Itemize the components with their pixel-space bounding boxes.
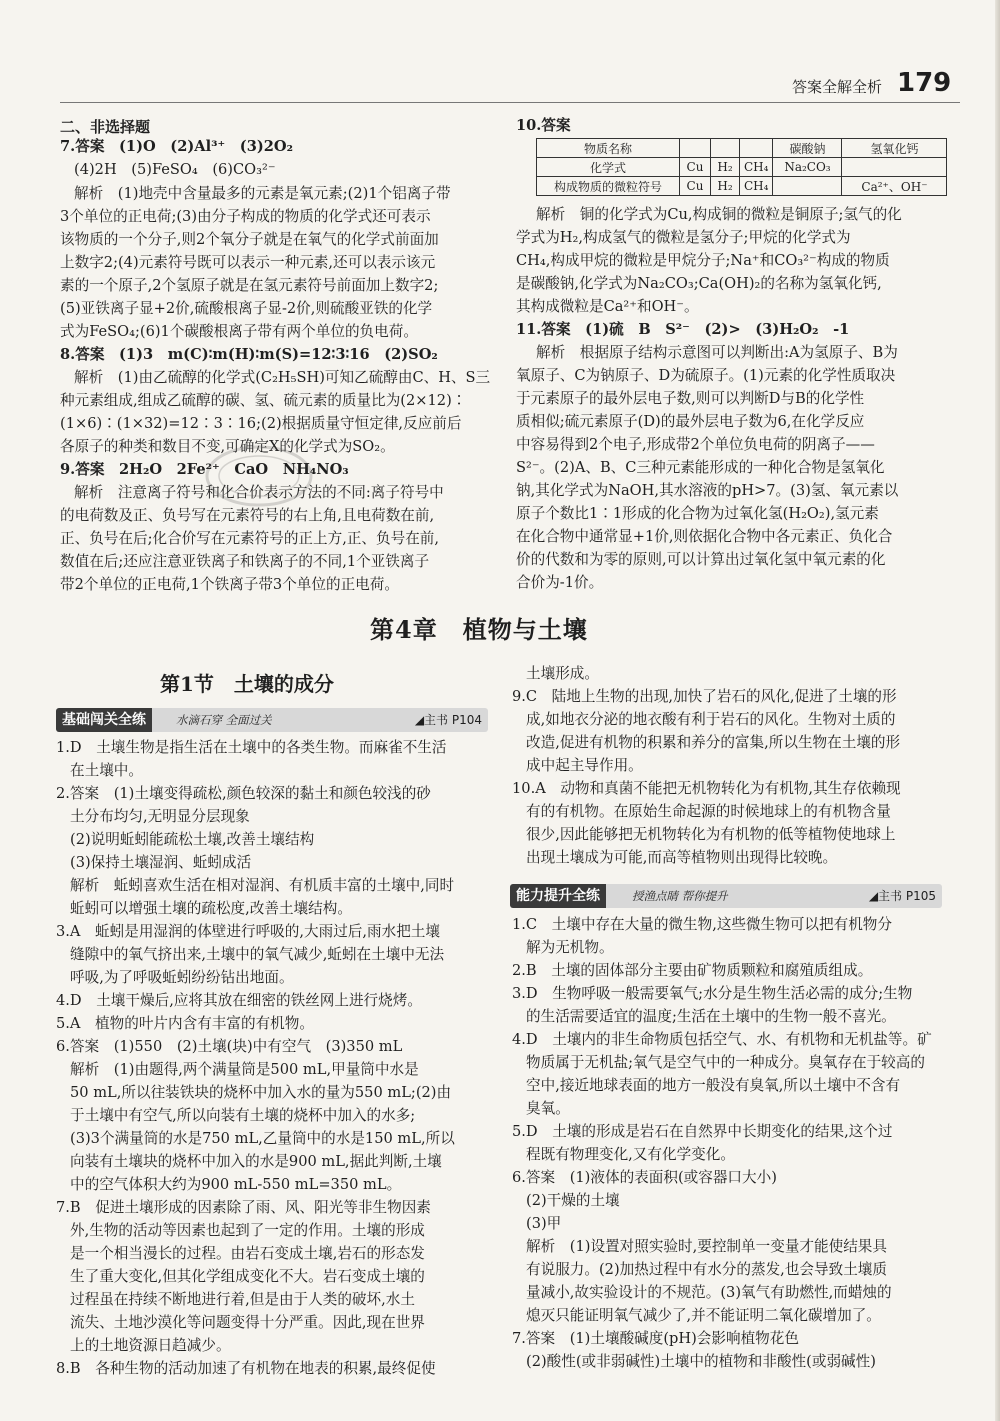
section-heading: 第1节 土壤的成分 <box>160 672 334 696</box>
text-line: (3)甲 <box>526 1215 562 1232</box>
header-rule <box>60 102 960 103</box>
text-line: 生了重大变化,但其化学组成变化不大。岩石变成土壤的 <box>70 1268 425 1285</box>
text-line: CH₄,构成甲烷的微粒是甲烷分子;Na⁺和CO₃²⁻构成的物质 <box>516 252 890 269</box>
text-line: (5)亚铁离子显+2价,硫酸根离子显-2价,则硫酸亚铁的化学 <box>60 300 433 317</box>
table-cell: 碳酸钠 <box>773 139 842 158</box>
text-line: 9.答案 2H₂O 2Fe²⁺ CaO NH₄NO₃ <box>60 461 349 478</box>
text-line: 有说服力。(2)加热过程中有水分的蒸发,也会导致土壤质 <box>526 1261 887 1278</box>
table-cell: CH₄ <box>740 158 773 177</box>
table-cell: Ca²⁺、OH⁻ <box>842 177 947 196</box>
text-line: 外,生物的活动等因素也起到了一定的作用。土壤的形成 <box>70 1222 425 1239</box>
text-line: 的生活需要适宜的温度;生活在土壤中的生物一般不喜光。 <box>526 1008 896 1025</box>
text-line: 出现土壤成为可能,而高等植物则出现得比较晚。 <box>526 849 838 866</box>
page-number: 179 <box>897 68 952 98</box>
bar-slogan: 授渔点睛 帮你提升 <box>632 889 728 903</box>
page-edge-shadow <box>995 0 1000 1421</box>
chapter-title: 第4章 植物与土壤 <box>370 615 588 644</box>
text-line: 50 mL,所以往装铁块的烧杯中加入水的量为550 mL;(2)由 <box>70 1084 452 1101</box>
text-line: 价的代数和为零的原则,可以计算出过氧化氢中氧元素的化 <box>516 551 886 568</box>
header-label: 答案全解全析 <box>792 78 883 96</box>
text-line: 中容易得到2个电子,形成带2个单位负电荷的阴离子—— <box>516 436 875 453</box>
text-line: (4)2H (5)FeSO₄ (6)CO₃²⁻ <box>74 161 276 178</box>
text-line: 3个单位的正电荷;(3)由分子构成的物质的化学式还可表示 <box>60 208 431 225</box>
stamp-watermark-icon <box>204 444 314 508</box>
table-cell <box>740 139 773 158</box>
text-line: 10.A 动物和真菌不能把无机物转化为有机物,其生存依赖现 <box>512 780 901 797</box>
text-line: 蚯蚓可以增强土壤的疏松度,改善土壤结构。 <box>70 900 352 917</box>
text-line: 土分布均匀,无明显分层现象 <box>70 808 250 825</box>
text-line: 流失、土地沙漠化等问题变得十分严重。因此,现在世界 <box>70 1314 425 1331</box>
table-row <box>537 139 947 158</box>
text-line: 带2个单位的正电荷,1个铁离子带3个单位的正电荷。 <box>60 576 399 593</box>
text-line: S²⁻。(2)A、B、C三种元素能形成的一种化合物是氢氧化 <box>516 459 885 476</box>
table-row <box>537 158 947 177</box>
table-cell: 物质名称 <box>537 139 680 158</box>
text-line: 2.B 土壤的固体部分主要由矿物质颗粒和腐殖质组成。 <box>512 962 873 979</box>
text-line: 程既有物理变化,又有化学变化。 <box>526 1146 735 1163</box>
text-line: 向装有土壤块的烧杯中加入的水是900 mL,据此判断,土壤 <box>70 1153 442 1170</box>
table-cell <box>773 177 842 196</box>
text-line: 7.B 促进土壤形成的因素除了雨、风、阳光等非生物因素 <box>56 1199 431 1216</box>
text-line: 物质属于无机盐;氧气是空气中的一种成分。臭氧存在于较高的 <box>526 1054 925 1071</box>
text-line: 5.A 植物的叶片内含有丰富的有机物。 <box>56 1015 314 1032</box>
q10-label: 10.答案 <box>516 117 571 134</box>
table-cell <box>680 139 711 158</box>
text-line: 有的有机物。在原始生命起源的时候地球上的有机物含量 <box>526 803 891 820</box>
text-line: 成中起主导作用。 <box>526 757 643 774</box>
bar-ref: ◢主书 P105 <box>868 889 936 903</box>
text-line: 8.B 各种生物的活动加速了有机物在地表的积累,最终促使 <box>56 1360 436 1377</box>
text-line: 中的空气体积大约为900 mL-550 mL=350 mL。 <box>70 1176 402 1193</box>
text-line: 4.D 土壤干燥后,应将其放在细密的铁丝网上进行烧烤。 <box>56 992 422 1009</box>
bar-tag: 能力提升全练 <box>510 884 606 908</box>
table-cell <box>842 158 947 177</box>
text-line: 7.答案 (1)土壤酸碱度(pH)会影响植物花色 <box>512 1330 799 1347</box>
text-line: 5.D 土壤的形成是岩石在自然界中长期变化的结果,这个过 <box>512 1123 893 1140</box>
text-line: 3.A 蚯蚓是用湿润的体壁进行呼吸的,大雨过后,雨水把土壤 <box>56 923 440 940</box>
text-line: (2)说明蚯蚓能疏松土壤,改善土壤结构 <box>70 831 315 848</box>
text-line: 解析 (1)由题得,两个满量筒是500 mL,甲量筒中水是 <box>70 1061 419 1078</box>
text-line: 改造,促进有机物的积累和养分的富集,所以生物在土壤的形 <box>526 734 901 751</box>
text-line: 解析 铜的化学式为Cu,构成铜的微粒是铜原子;氢气的化 <box>536 206 902 223</box>
text-line: 各原子的种类和数目不变,可确定X的化学式为SO₂。 <box>60 438 395 455</box>
text-line: 2.答案 (1)土壤变得疏松,颜色较深的黏土和颜色较浅的砂 <box>56 785 431 802</box>
text-line: 钠,其化学式为NaOH,其水溶液的pH>7。(3)氢、氧元素以 <box>516 482 899 499</box>
exercise-bar-advanced <box>510 884 942 908</box>
text-line: 缝隙中的氧气挤出来,土壤中的氧气减少,蚯蚓在土壤中无法 <box>70 946 445 963</box>
text-line: 成,如地衣分泌的地衣酸有利于岩石的风化。生物对土质的 <box>526 711 896 728</box>
text-line: 解析 (1)设置对照实验时,要控制单一变量才能使结果具 <box>526 1238 887 1255</box>
table-cell: Cu <box>680 177 711 196</box>
text-line: 臭氧。 <box>526 1100 570 1117</box>
bar-tag: 基础闯关全练 <box>56 708 152 732</box>
text-line: (3)保持土壤湿润、蚯蚓成活 <box>70 854 252 871</box>
text-line: 解析 (1)地壳中含量最多的元素是氧元素;(2)1个铝离子带 <box>74 185 451 202</box>
text-line: (2)酸性(或非弱碱性)土壤中的植物和非酸性(或弱碱性) <box>526 1353 876 1370</box>
table-cell <box>711 139 740 158</box>
text-line: 数值在后;还应注意亚铁离子和铁离子的不同,1个亚铁离子 <box>60 553 430 570</box>
text-line: 上的土地资源日趋减少。 <box>70 1337 231 1354</box>
table-cell: H₂ <box>711 158 740 177</box>
text-line: 过程虽在持续不断地进行着,但是由于人类的破坏,水土 <box>70 1291 415 1308</box>
table-cell: 化学式 <box>537 158 680 177</box>
bar-ref: ◢主书 P104 <box>414 713 482 727</box>
text-line: 式为FeSO₄;(6)1个碳酸根离子带有两个单位的负电荷。 <box>60 323 418 340</box>
text-line: 上数字2;(4)元素符号既可以表示一种元素,还可以表示该元 <box>60 254 436 271</box>
text-line: 合价为-1价。 <box>516 574 604 591</box>
text-line: 4.D 土壤内的非生命物质包括空气、水、有机物和无机盐等。矿 <box>512 1031 932 1048</box>
table-cell: Na₂CO₃ <box>773 158 842 177</box>
text-line: 熄灭只能证明氧气减少了,并不能证明二氧化碳增加了。 <box>526 1307 881 1324</box>
text-line: 6.答案 (1)550 (2)土壤(块)中有空气 (3)350 mL <box>56 1038 403 1055</box>
text-line: 氧原子、C为钠原子、D为硫原子。(1)元素的化学性质取决 <box>516 367 896 384</box>
text-line: 6.答案 (1)液体的表面积(或容器口大小) <box>512 1169 777 1186</box>
text-line: 质相似;硫元素原子(D)的最外层电子数为6,在化学反应 <box>516 413 865 430</box>
bar-slogan: 水滴石穿 全面过关 <box>176 713 272 727</box>
text-line: 在土壤中。 <box>70 762 143 779</box>
text-line: 学式为H₂,构成氢气的微粒是氢分子;甲烷的化学式为 <box>516 229 851 246</box>
text-line: (3)3个满量筒的水是750 mL,乙量筒中的水是150 mL,所以 <box>70 1130 455 1147</box>
text-line: 解析 根据原子结构示意图可以判断出:A为氢原子、B为 <box>536 344 898 361</box>
text-line: 素的一个原子,2个氢原子就是在氢元素符号前面加上数字2; <box>60 277 439 294</box>
text-line: 正、负号在后;化合价写在元素符号的正上方,正、负号在前, <box>60 530 440 547</box>
text-line: 于土壤中有空气,所以向装有土壤的烧杯中加入的水多; <box>70 1107 416 1124</box>
text-line: 在化合物中通常显+1价,则依据化合物中各元素正、负化合 <box>516 528 893 545</box>
text-line: 原子个数比1∶1形成的化合物为过氧化氢(H₂O₂),氢元素 <box>516 505 879 522</box>
text-line: 1.D 土壤生物是指生活在土壤中的各类生物。而麻雀不生活 <box>56 739 447 756</box>
table-cell: H₂ <box>711 177 740 196</box>
table-row <box>537 177 947 196</box>
table-cell: 构成物质的微粒符号 <box>537 177 680 196</box>
table-cell: CH₄ <box>740 177 773 196</box>
text-line: 的电荷数及正、负号写在元素符号的右上角,且电荷数在前, <box>60 507 435 524</box>
text-line: 1.C 土壤中存在大量的微生物,这些微生物可以把有机物分 <box>512 916 892 933</box>
text-line: 是一个相当漫长的过程。由岩石变成土壤,岩石的形态发 <box>70 1245 425 1262</box>
text-line: 种元素组成,组成乙硫醇的碳、氢、硫元素的质量比为(2×12)∶ <box>60 392 467 409</box>
text-line: 量减小,故实验设计的不规范。(3)氧气有助燃性,而蜡烛的 <box>526 1284 892 1301</box>
text-line: 解析 蚯蚓喜欢生活在相对湿润、有机质丰富的土壤中,同时 <box>70 877 455 894</box>
text-line: 该物质的一个分子,则2个氧分子就是在氧气的化学式前面加 <box>60 231 439 248</box>
text-line: (2)干燥的土壤 <box>526 1192 620 1209</box>
section-title: 二、非选择题 <box>60 118 151 136</box>
text-line: 解为无机物。 <box>526 939 614 956</box>
text-line: 8.答案 (1)3 m(C)∶m(H)∶m(S)=12∶3∶16 (2)SO₂ <box>60 346 438 363</box>
text-line: 呼吸,为了呼吸蚯蚓纷纷钻出地面。 <box>70 969 294 986</box>
text-line: 于元素原子的最外层电子数,则可以判断D与B的化学性 <box>516 390 865 407</box>
text-line: 9.C 陆地上生物的出现,加快了岩石的风化,促进了土壤的形 <box>512 688 897 705</box>
text-line: 3.D 生物呼吸一般需要氧气;水分是生物生活必需的成分;生物 <box>512 985 913 1002</box>
exercise-bar-basic <box>56 708 488 732</box>
text-line: 土壤形成。 <box>526 665 599 682</box>
text-line: 其构成微粒是Ca²⁺和OH⁻。 <box>516 298 699 315</box>
text-line: 解析 (1)由乙硫醇的化学式(C₂H₅SH)可知乙硫醇由C、H、S三 <box>74 369 491 386</box>
text-line: 11.答案 (1)硫 B S²⁻ (2)> (3)H₂O₂ -1 <box>516 321 850 338</box>
table-cell: 氢氧化钙 <box>842 139 947 158</box>
text-line: 7.答案 (1)O (2)Al³⁺ (3)2O₂ <box>60 138 294 155</box>
text-line: (1×6)∶(1×32)=12∶3∶16;(2)根据质量守恒定律,反应前后 <box>60 415 462 432</box>
text-line: 是碳酸钠,化学式为Na₂CO₃;Ca(OH)₂的名称为氢氧化钙, <box>516 275 882 292</box>
table-cell: Cu <box>680 158 711 177</box>
text-line: 很少,因此能够把无机物转化为有机物的低等植物使地球上 <box>526 826 896 843</box>
text-line: 解析 注意离子符号和化合价表示方法的不同:离子符号中 <box>74 484 444 501</box>
text-line: 空中,接近地球表面的地方一般没有臭氧,所以土壤中不含有 <box>526 1077 901 1094</box>
substance-table <box>536 138 947 196</box>
